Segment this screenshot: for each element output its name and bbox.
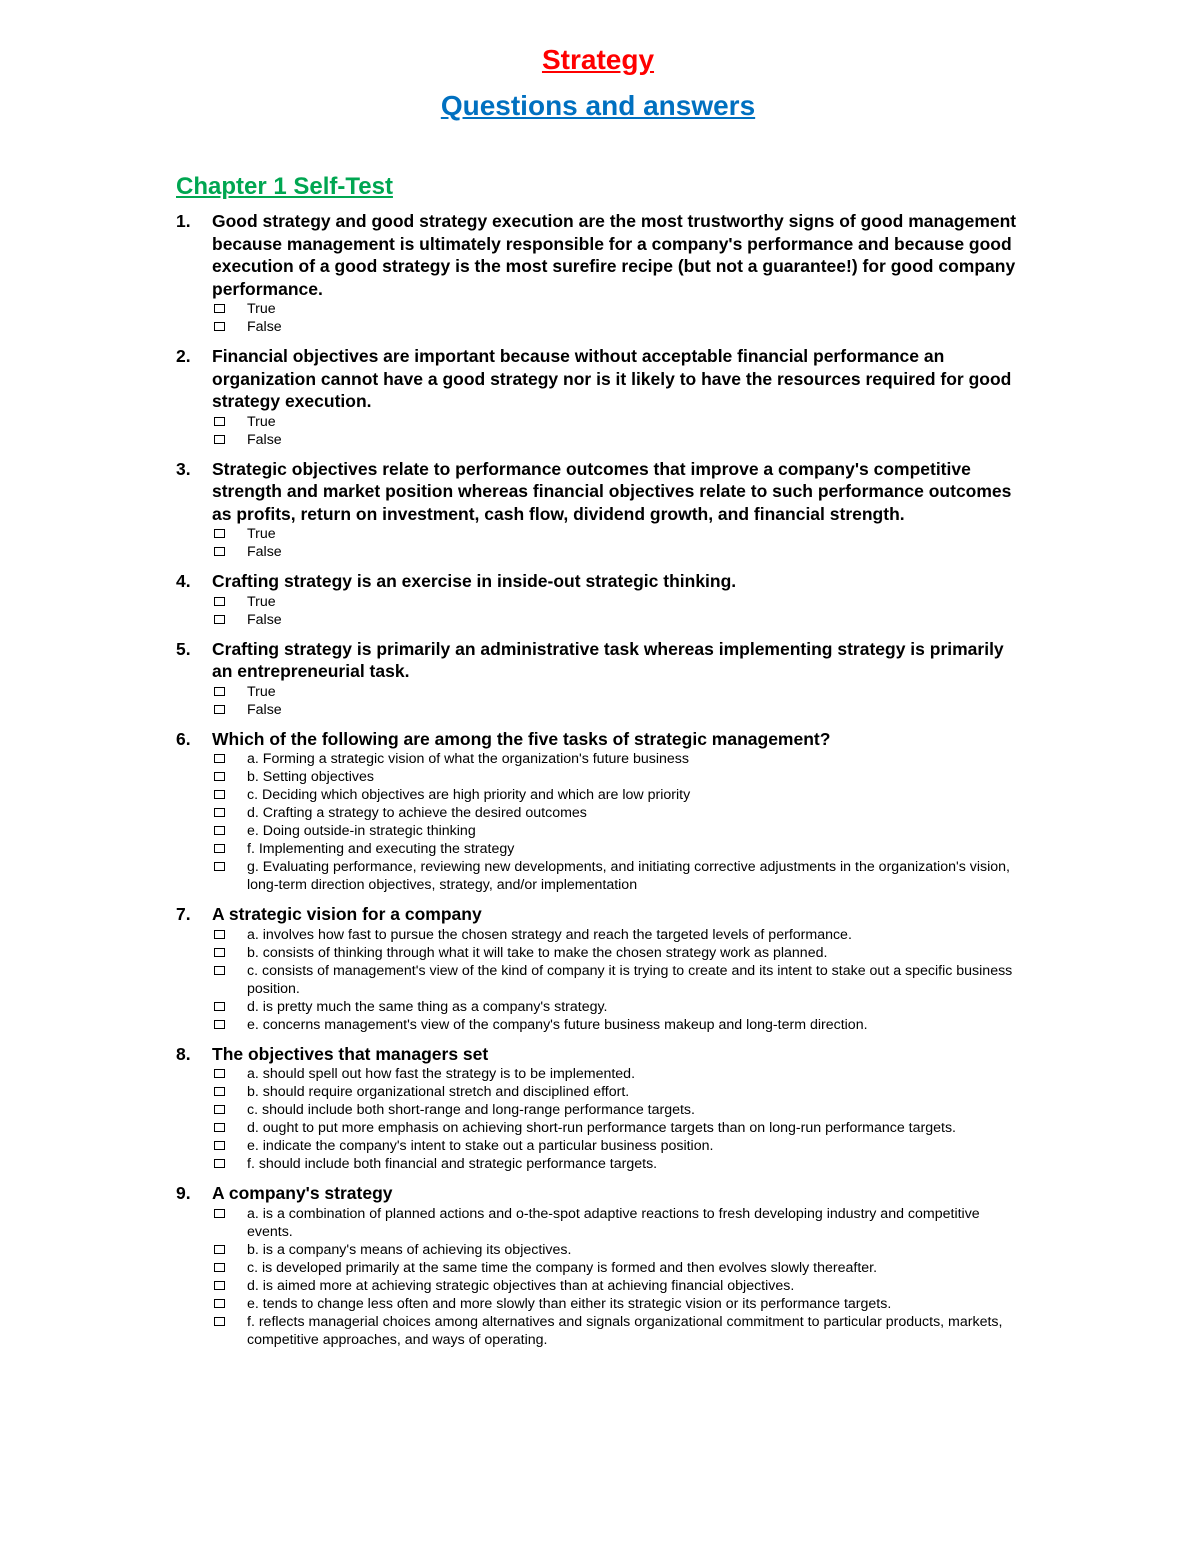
answer-options xyxy=(212,750,1020,894)
answer-option-label: e. concerns management's view of the company's future business makeup and long-term direction. xyxy=(247,1016,868,1033)
checkbox-icon[interactable] xyxy=(214,417,225,426)
checkbox-icon[interactable] xyxy=(214,529,225,538)
question-row xyxy=(176,728,1020,751)
question-row xyxy=(176,345,1020,413)
answer-option[interactable] xyxy=(212,1101,1020,1119)
document-subtitle: Questions and answers xyxy=(440,90,756,121)
answer-option-label: d. is aimed more at achieving strategic objectives than at achieving financial objectives. xyxy=(247,1277,795,1294)
answer-option[interactable] xyxy=(212,1295,1020,1313)
checkbox-icon[interactable] xyxy=(214,754,225,763)
question-row xyxy=(176,1182,1020,1205)
question-text: Strategic objectives relate to performance outcomes that improve a company's competitive strength and market position whereas financial objectives relate to such performance outcomes as profits, return on investment, cash flow, dividend growth, and financial strength. xyxy=(212,458,1012,524)
answer-option[interactable] xyxy=(212,926,1020,944)
question-text: Financial objectives are important because without acceptable financial performance an organization cannot have a good strategy nor is it likely to have the resources required for good strategy execution. xyxy=(212,346,1012,411)
question-item xyxy=(176,345,1020,449)
checkbox-icon[interactable] xyxy=(214,844,225,853)
answer-option[interactable] xyxy=(212,1259,1020,1277)
answer-option[interactable] xyxy=(212,858,1020,894)
answer-options xyxy=(212,1205,1020,1349)
answer-option-label: False xyxy=(247,701,282,718)
document-title: Strategy xyxy=(541,44,655,75)
checkbox-icon[interactable] xyxy=(214,687,225,696)
answer-option[interactable] xyxy=(212,683,1020,701)
question-text: Crafting strategy is an exercise in inside-out strategic thinking. xyxy=(212,571,737,591)
question-number: 4. xyxy=(176,571,191,591)
question-number: 5. xyxy=(176,638,191,659)
checkbox-icon[interactable] xyxy=(214,862,225,871)
answer-option-label: g. Evaluating performance, reviewing new developments, and initiating corrective adjustments in the organization's vision, long-term direction objectives, strategy, and/or implementation xyxy=(247,859,1010,893)
question-item xyxy=(176,903,1020,1034)
answer-option-label: a. Forming a strategic vision of what the organization's future business xyxy=(247,751,689,767)
question-item xyxy=(176,458,1020,562)
checkbox-icon[interactable] xyxy=(214,1123,225,1132)
question-list xyxy=(176,210,1020,1349)
answer-option-label: a. involves how fast to pursue the chosen strategy and reach the targeted levels of performance. xyxy=(247,926,852,943)
question-item xyxy=(176,638,1020,719)
answer-option-label: d. Crafting a strategy to achieve the desired outcomes xyxy=(247,805,587,821)
checkbox-icon[interactable] xyxy=(214,790,225,799)
question-row xyxy=(176,458,1020,526)
question-number: 3. xyxy=(176,458,191,479)
checkbox-icon[interactable] xyxy=(214,547,225,556)
answer-option-label: True xyxy=(247,301,276,317)
question-number: 6. xyxy=(176,728,191,749)
answer-option-label: False xyxy=(247,544,282,560)
answer-options xyxy=(212,926,1020,1034)
answer-option[interactable] xyxy=(212,318,1020,336)
question-item xyxy=(176,570,1020,629)
answer-option[interactable] xyxy=(212,1241,1020,1259)
answer-option-label: c. consists of management's view of the kind of company it is trying to create and its intent to stake out a specific business position. xyxy=(247,962,1013,997)
answer-option[interactable] xyxy=(212,1083,1020,1101)
answer-option-label: a. is a combination of planned actions and o-the-spot adaptive reactions to fresh developing industry and competitive events. xyxy=(247,1205,980,1240)
chapter-title: Chapter 1 Self-Test xyxy=(176,173,393,200)
checkbox-icon[interactable] xyxy=(214,772,225,781)
answer-option[interactable] xyxy=(212,1065,1020,1083)
checkbox-icon[interactable] xyxy=(214,322,225,331)
checkbox-icon[interactable] xyxy=(214,966,225,975)
question-text: A strategic vision for a company xyxy=(212,904,482,924)
answer-option[interactable] xyxy=(212,1205,1020,1241)
answer-option-label: e. Doing outside-in strategic thinking xyxy=(247,823,476,839)
checkbox-icon[interactable] xyxy=(214,948,225,957)
answer-option[interactable] xyxy=(212,750,1020,768)
answer-option-label: f. reflects managerial choices among alternatives and signals organizational commitment to particular products, markets, competitive approaches, and ways of operating. xyxy=(247,1313,1003,1348)
answer-option-label: f. should include both financial and strategic performance targets. xyxy=(247,1156,658,1172)
answer-option-label: c. Deciding which objectives are high priority and which are low priority xyxy=(247,787,691,803)
answer-option-label: False xyxy=(247,319,282,335)
checkbox-icon[interactable] xyxy=(214,826,225,835)
question-number: 9. xyxy=(176,1183,191,1203)
checkbox-icon[interactable] xyxy=(214,1263,225,1272)
checkbox-icon[interactable] xyxy=(214,808,225,817)
question-row xyxy=(176,570,1020,593)
answer-option[interactable] xyxy=(212,804,1020,822)
question-number: 8. xyxy=(176,1043,191,1064)
checkbox-icon[interactable] xyxy=(214,1020,225,1029)
question-text: The objectives that managers set xyxy=(212,1043,489,1064)
question-text: Good strategy and good strategy execution are the most trustworthy signs of good management because management is ultimately responsible for a company's performance and because good execution of a good strategy is the most surefire recipe (but not a guarantee!) for good company performance. xyxy=(212,211,1017,299)
checkbox-icon[interactable] xyxy=(214,1141,225,1150)
question-text: Crafting strategy is primarily an administrative task whereas implementing strategy is primarily an entrepreneurial task. xyxy=(212,638,1004,681)
question-text: Which of the following are among the five tasks of strategic management? xyxy=(212,728,831,749)
answer-option-label: d. is pretty much the same thing as a company's strategy. xyxy=(247,998,608,1015)
answer-option[interactable] xyxy=(212,998,1020,1016)
checkbox-icon[interactable] xyxy=(214,304,225,313)
answer-option[interactable] xyxy=(212,962,1020,998)
answer-option[interactable] xyxy=(212,413,1020,431)
answer-option[interactable] xyxy=(212,1155,1020,1173)
question-number: 1. xyxy=(176,211,191,231)
checkbox-icon[interactable] xyxy=(214,1317,225,1326)
answer-options xyxy=(212,413,1020,449)
answer-option-label: e. tends to change less often and more slowly than either its strategic vision or its performance targets. xyxy=(247,1295,892,1312)
checkbox-icon[interactable] xyxy=(214,435,225,444)
answer-option[interactable] xyxy=(212,611,1020,629)
question-item xyxy=(176,1182,1020,1349)
answer-option-label: e. indicate the company's intent to stake out a particular business position. xyxy=(247,1138,714,1154)
answer-option-label: a. should spell out how fast the strategy is to be implemented. xyxy=(247,1066,636,1082)
checkbox-icon[interactable] xyxy=(214,1002,225,1011)
answer-option-label: b. consists of thinking through what it will take to make the chosen strategy work as planned. xyxy=(247,944,828,961)
question-item xyxy=(176,728,1020,895)
answer-options xyxy=(212,1065,1020,1173)
answer-option[interactable] xyxy=(212,1277,1020,1295)
answer-option[interactable] xyxy=(212,1119,1020,1137)
question-row xyxy=(176,1043,1020,1066)
question-item xyxy=(176,210,1020,336)
answer-option[interactable] xyxy=(212,1313,1020,1349)
answer-option[interactable] xyxy=(212,822,1020,840)
answer-option[interactable] xyxy=(212,1016,1020,1034)
question-number: 7. xyxy=(176,904,191,924)
checkbox-icon[interactable] xyxy=(214,1105,225,1114)
question-text: A company's strategy xyxy=(212,1183,393,1203)
answer-option[interactable] xyxy=(212,431,1020,449)
answer-options xyxy=(212,593,1020,629)
checkbox-icon[interactable] xyxy=(214,1299,225,1308)
answer-options xyxy=(212,300,1020,336)
answer-option[interactable] xyxy=(212,768,1020,786)
checkbox-icon[interactable] xyxy=(214,930,225,939)
checkbox-icon[interactable] xyxy=(214,1209,225,1218)
checkbox-icon[interactable] xyxy=(214,1069,225,1078)
question-item xyxy=(176,1043,1020,1174)
answer-option-label: c. is developed primarily at the same time the company is formed and then evolves slowly thereafter. xyxy=(247,1259,878,1276)
answer-option-label: f. Implementing and executing the strategy xyxy=(247,841,515,857)
answer-option-label: True xyxy=(247,593,276,610)
answer-option[interactable] xyxy=(212,786,1020,804)
answer-option-label: False xyxy=(247,611,282,628)
answer-option-label: d. ought to put more emphasis on achieving short-run performance targets than on long-run performance targets. xyxy=(247,1120,956,1136)
question-row xyxy=(176,903,1020,926)
question-number: 2. xyxy=(176,346,191,366)
answer-option[interactable] xyxy=(212,944,1020,962)
answer-option[interactable] xyxy=(212,1137,1020,1155)
answer-option[interactable] xyxy=(212,701,1020,719)
answer-option[interactable] xyxy=(212,593,1020,611)
question-row xyxy=(176,638,1020,683)
answer-option-label: True xyxy=(247,683,276,700)
answer-option-label: True xyxy=(247,413,276,430)
answer-option-label: b. Setting objectives xyxy=(247,769,374,785)
checkbox-icon[interactable] xyxy=(214,615,225,624)
answer-option-label: b. should require organizational stretch and disciplined effort. xyxy=(247,1084,630,1100)
checkbox-icon[interactable] xyxy=(214,1245,225,1254)
answer-option[interactable] xyxy=(212,840,1020,858)
answer-option[interactable] xyxy=(212,300,1020,318)
answer-options xyxy=(212,525,1020,561)
answer-options xyxy=(212,683,1020,719)
answer-option-label: True xyxy=(247,526,276,542)
answer-option-label: b. is a company's means of achieving its objectives. xyxy=(247,1241,572,1258)
answer-option-label: c. should include both short-range and long-range performance targets. xyxy=(247,1102,695,1118)
answer-option[interactable] xyxy=(212,525,1020,543)
checkbox-icon[interactable] xyxy=(214,1087,225,1096)
question-row xyxy=(176,210,1020,300)
answer-option[interactable] xyxy=(212,543,1020,561)
checkbox-icon[interactable] xyxy=(214,705,225,714)
answer-option-label: False xyxy=(247,431,282,448)
checkbox-icon[interactable] xyxy=(214,1159,225,1168)
checkbox-icon[interactable] xyxy=(214,1281,225,1290)
checkbox-icon[interactable] xyxy=(214,597,225,606)
